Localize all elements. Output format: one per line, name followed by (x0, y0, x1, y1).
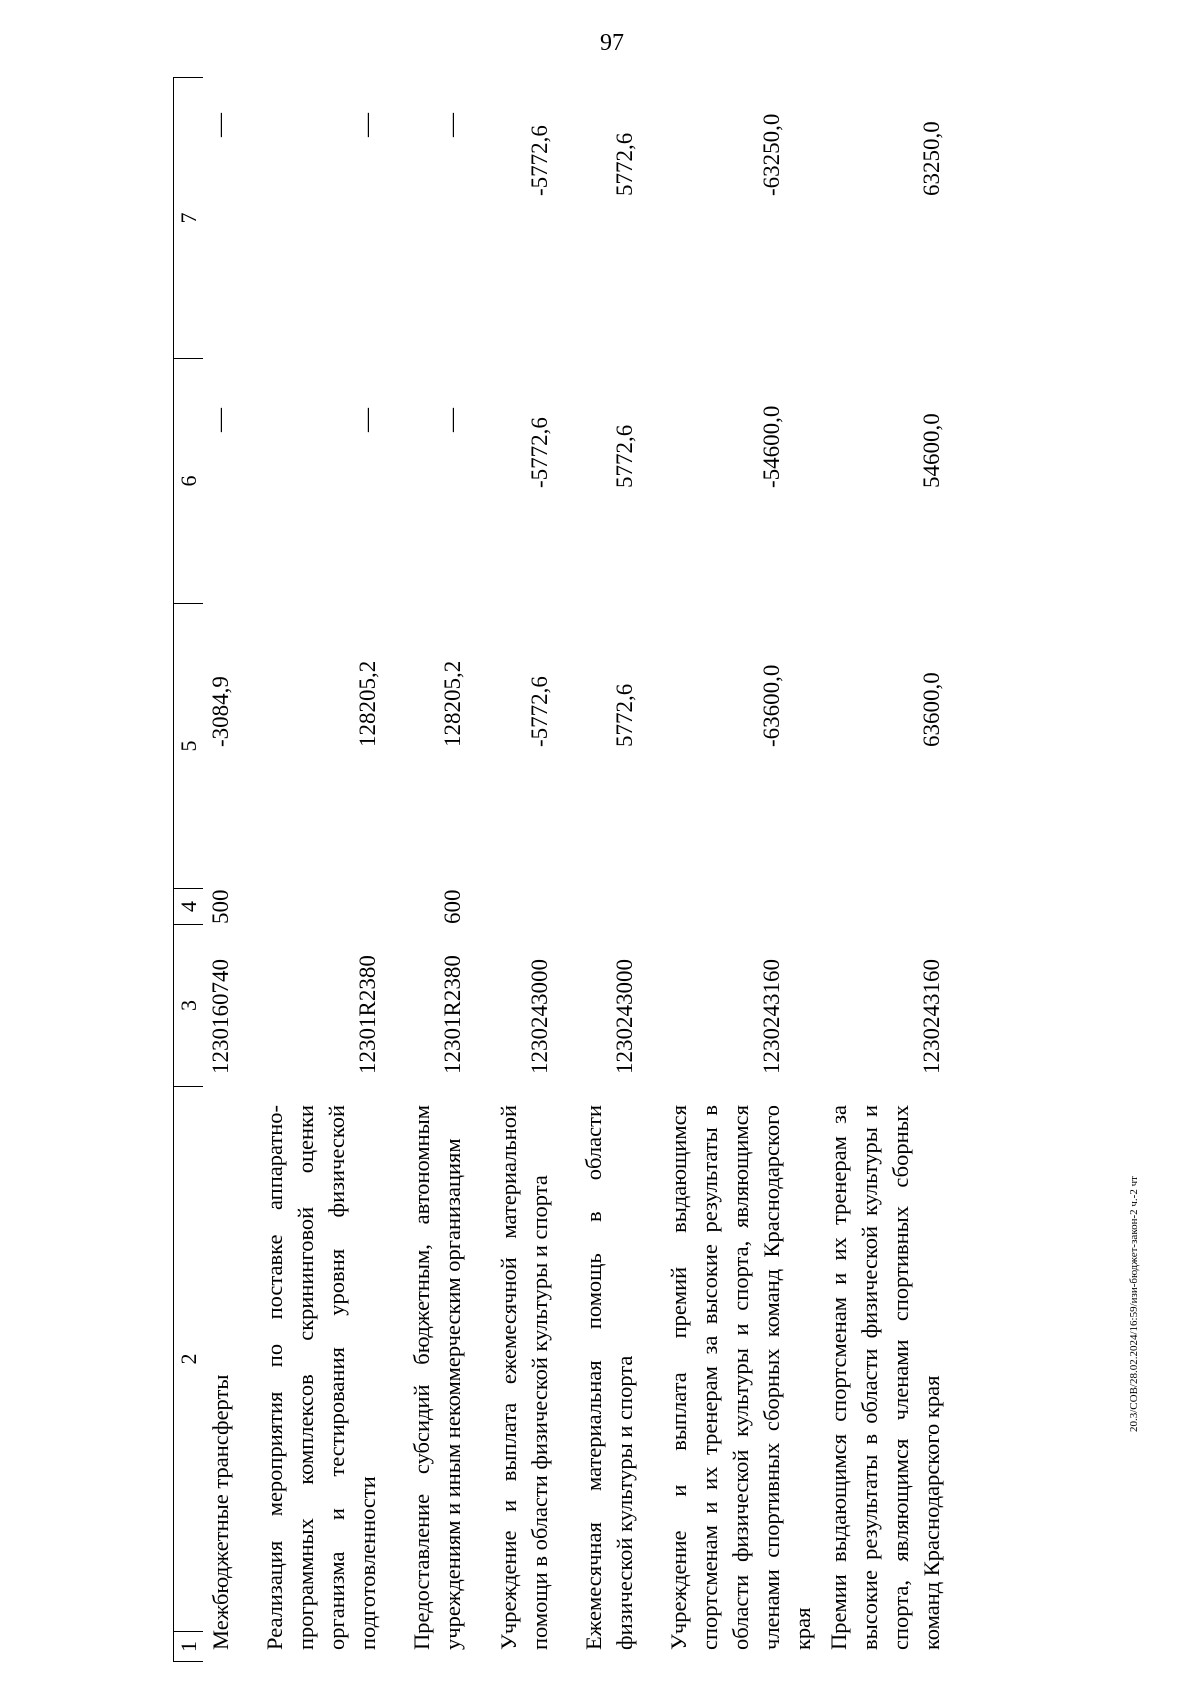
row-col5: 63600,0 (919, 672, 944, 747)
row-col5: 5772,6 (612, 683, 637, 747)
row-col6: 54600,0 (919, 413, 944, 488)
header-col-6: 6 (173, 359, 203, 604)
row-col7: — (439, 113, 465, 137)
row-col5: -63600,0 (759, 664, 784, 747)
row-col7: — (207, 113, 233, 137)
page-number: 97 (600, 30, 624, 56)
row-col6: -54600,0 (759, 405, 784, 488)
row-code: 1230243000 (612, 959, 637, 1074)
row-col7: 5772,6 (612, 132, 637, 196)
row-description: Учреждение и выплата ежемесячной материальной помощи в области физической культуры и спорта (496, 1105, 552, 1650)
row-col6: — (354, 408, 380, 432)
row-col6: — (207, 408, 233, 432)
row-description: Реализация мероприятия по поставке аппаратно-программных комплексов скрининговой оценки организма и тестирования уровня физической подготовленности (262, 1105, 380, 1650)
row-description: Предоставление субсидий бюджетным, автономным учреждениям и иным некоммерческим организациям (409, 1105, 465, 1650)
row-col7: -63250,0 (759, 113, 784, 196)
row-col7: — (354, 113, 380, 137)
row-col5: -5772,6 (527, 676, 552, 747)
row-col5: -3084,9 (208, 676, 233, 747)
budget-table (173, 77, 1003, 1662)
row-col5: 128205,2 (440, 660, 465, 747)
footer-document-code: 20.3/СОВ/28.02.2024/16:59/изи-бюджет-закон-2 ч.-2 чт (1128, 1176, 1140, 1432)
row-description: Премии выдающимся спортсменам и их тренерам за высокие результаты в области физической культуры и спорта, являющимся членами спортивных сборных команд Краснодарского края (826, 1105, 944, 1650)
header-col-4: 4 (173, 889, 203, 925)
row-code: 1230243160 (919, 959, 944, 1074)
row-code: 12301R2380 (355, 955, 380, 1074)
row-description: Учреждение и выплата премий выдающимся спортсменам и их тренерам за высокие результаты в области физической культуры и спорта, являющимся членами спортивных сборных команд Краснодарского края (666, 1105, 815, 1650)
row-col7: 63250,0 (919, 121, 944, 196)
row-code: 1230243160 (759, 959, 784, 1074)
row-code: 12301R2380 (440, 955, 465, 1074)
header-col-1: 1 (173, 1632, 203, 1662)
row-code: 1230243000 (527, 959, 552, 1074)
header-col-2: 2 (173, 1087, 203, 1632)
row-col5: 128205,2 (355, 660, 380, 747)
row-col6: 5772,6 (612, 424, 637, 488)
row-col6: — (439, 408, 465, 432)
row-col7: -5772,6 (527, 125, 552, 196)
row-expense-type: 600 (440, 889, 465, 924)
header-col-5: 5 (173, 604, 203, 889)
row-expense-type: 500 (208, 889, 233, 924)
row-col6: -5772,6 (527, 417, 552, 488)
row-description: Ежемесячная материальная помощь в области физической культуры и спорта (581, 1105, 637, 1650)
row-description: Межбюджетные трансферты (208, 1374, 233, 1650)
header-col-3: 3 (173, 925, 203, 1087)
header-col-7: 7 (173, 77, 203, 359)
row-code: 1230160740 (208, 959, 233, 1074)
